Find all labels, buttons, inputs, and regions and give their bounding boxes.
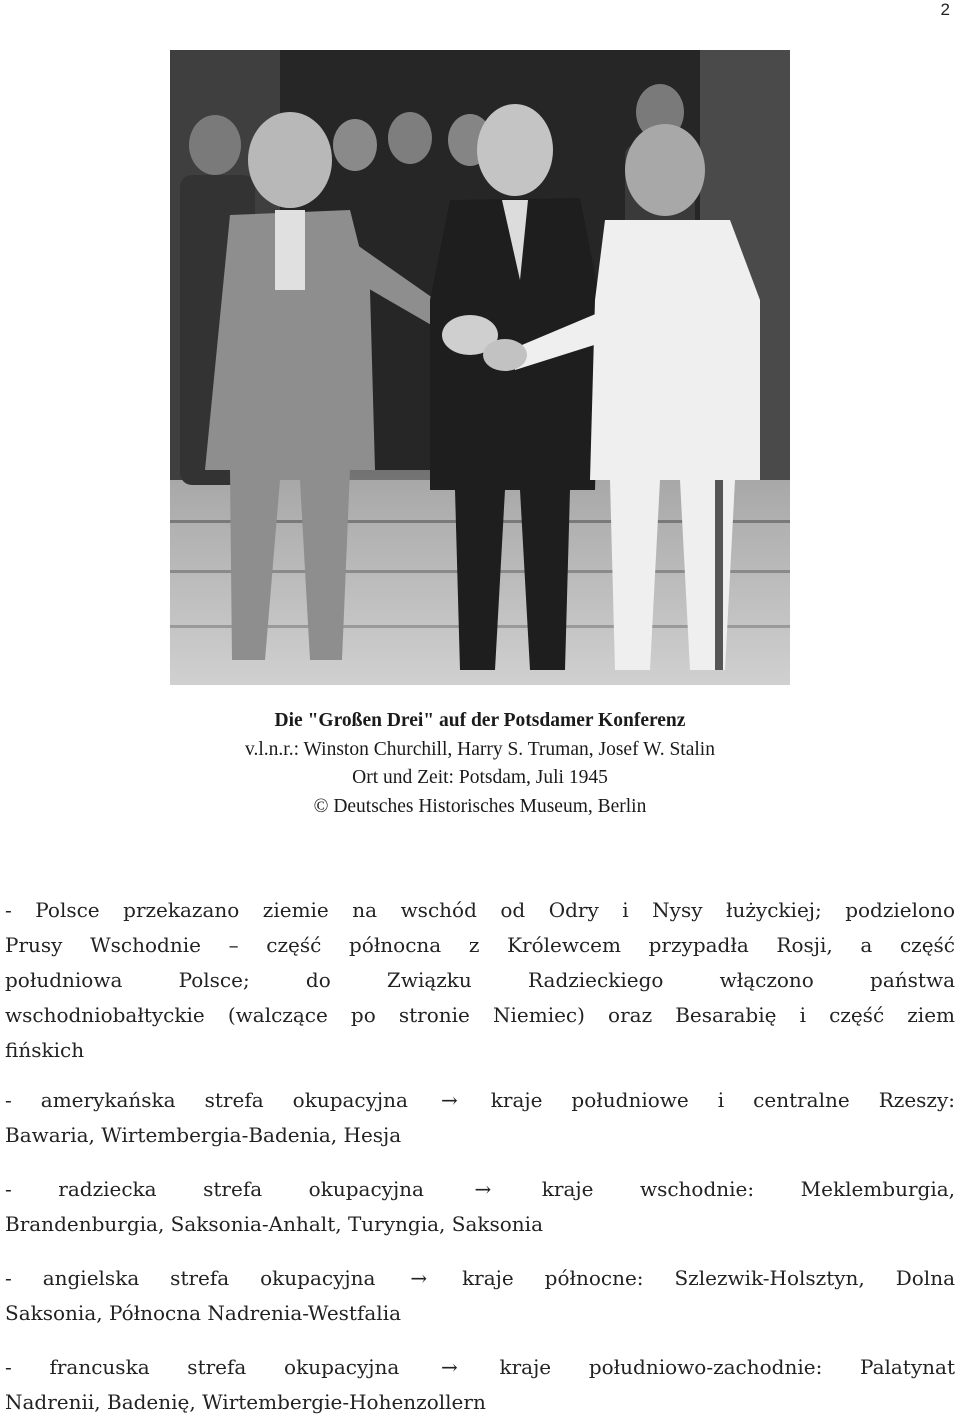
zone-french [5,1350,955,1420]
caption-title: Die "Großen Drei" auf der Potsdamer Konferenz [274,710,686,731]
arrow-icon: → [410,1266,428,1290]
zone-regions-continued: Nadrenii, Badenię, Wirtembergie-Hohenzollern [5,1390,486,1414]
zone-regions: kraje południowo-zachodnie: Palatynat [499,1355,955,1379]
caption-place-time: Ort und Zeit: Potsdam, Juli 1945 [352,767,608,788]
caption-credit: © Deutsches Historisches Museum, Berlin [313,795,647,817]
zone-line [5,1172,955,1207]
photo-handshake [483,339,527,371]
photo-caption [100,707,860,821]
zone-american [5,1083,955,1153]
arrow-icon: → [441,1355,458,1379]
zone-regions-continued: Brandenburgia, Saksonia-Anhalt, Turyngia, Saksonia [5,1212,543,1236]
arrow-icon: → [474,1177,492,1201]
paragraph-line: - Polsce przekazano ziemie na wschód od Odry i Nysy łużyckiej; podzielono [5,898,955,922]
zone-label: - francuska strefa okupacyjna [5,1355,400,1379]
paragraph-borders [5,893,955,1068]
photo-illustration [170,50,790,685]
historical-photo [170,50,790,685]
zone-label: - radziecka strefa okupacyjna [5,1177,424,1201]
zone-regions-continued: Bawaria, Wirtembergia-Badenia, Hesja [5,1123,402,1147]
zone-regions: kraje wschodnie: Meklemburgia, [541,1177,955,1201]
zone-line [5,1350,955,1385]
zone-line [5,1083,955,1118]
paragraph-line: Prusy Wschodnie – część północna z Królewcem przypadła Rosji, a część [5,933,955,957]
paragraph-line: wschodniobałtyckie (walczące po stronie Niemiec) oraz Besarabię i część ziem [5,1003,955,1027]
zone-british [5,1261,955,1331]
paragraph-line: fińskich [5,1038,85,1062]
zone-label: - angielska strefa okupacyjna [5,1266,376,1290]
zone-line [5,1261,955,1296]
caption-people: v.l.n.r.: Winston Churchill, Harry S. Truman, Josef W. Stalin [245,738,715,760]
zone-regions-continued: Saksonia, Północna Nadrenia-Westfalia [5,1301,402,1325]
arrow-icon: → [440,1088,458,1112]
zone-regions: kraje południowe i centralne Rzeszy: [490,1088,955,1112]
zone-soviet [5,1172,955,1242]
zone-regions: kraje północne: Szlezwik-Holsztyn, Dolna [462,1266,956,1290]
zone-label: - amerykańska strefa okupacyjna [5,1088,408,1112]
page-number: 2 [940,0,950,19]
paragraph-line: południowa Polsce; do Związku Radzieckiego włączono państwa [5,968,955,992]
